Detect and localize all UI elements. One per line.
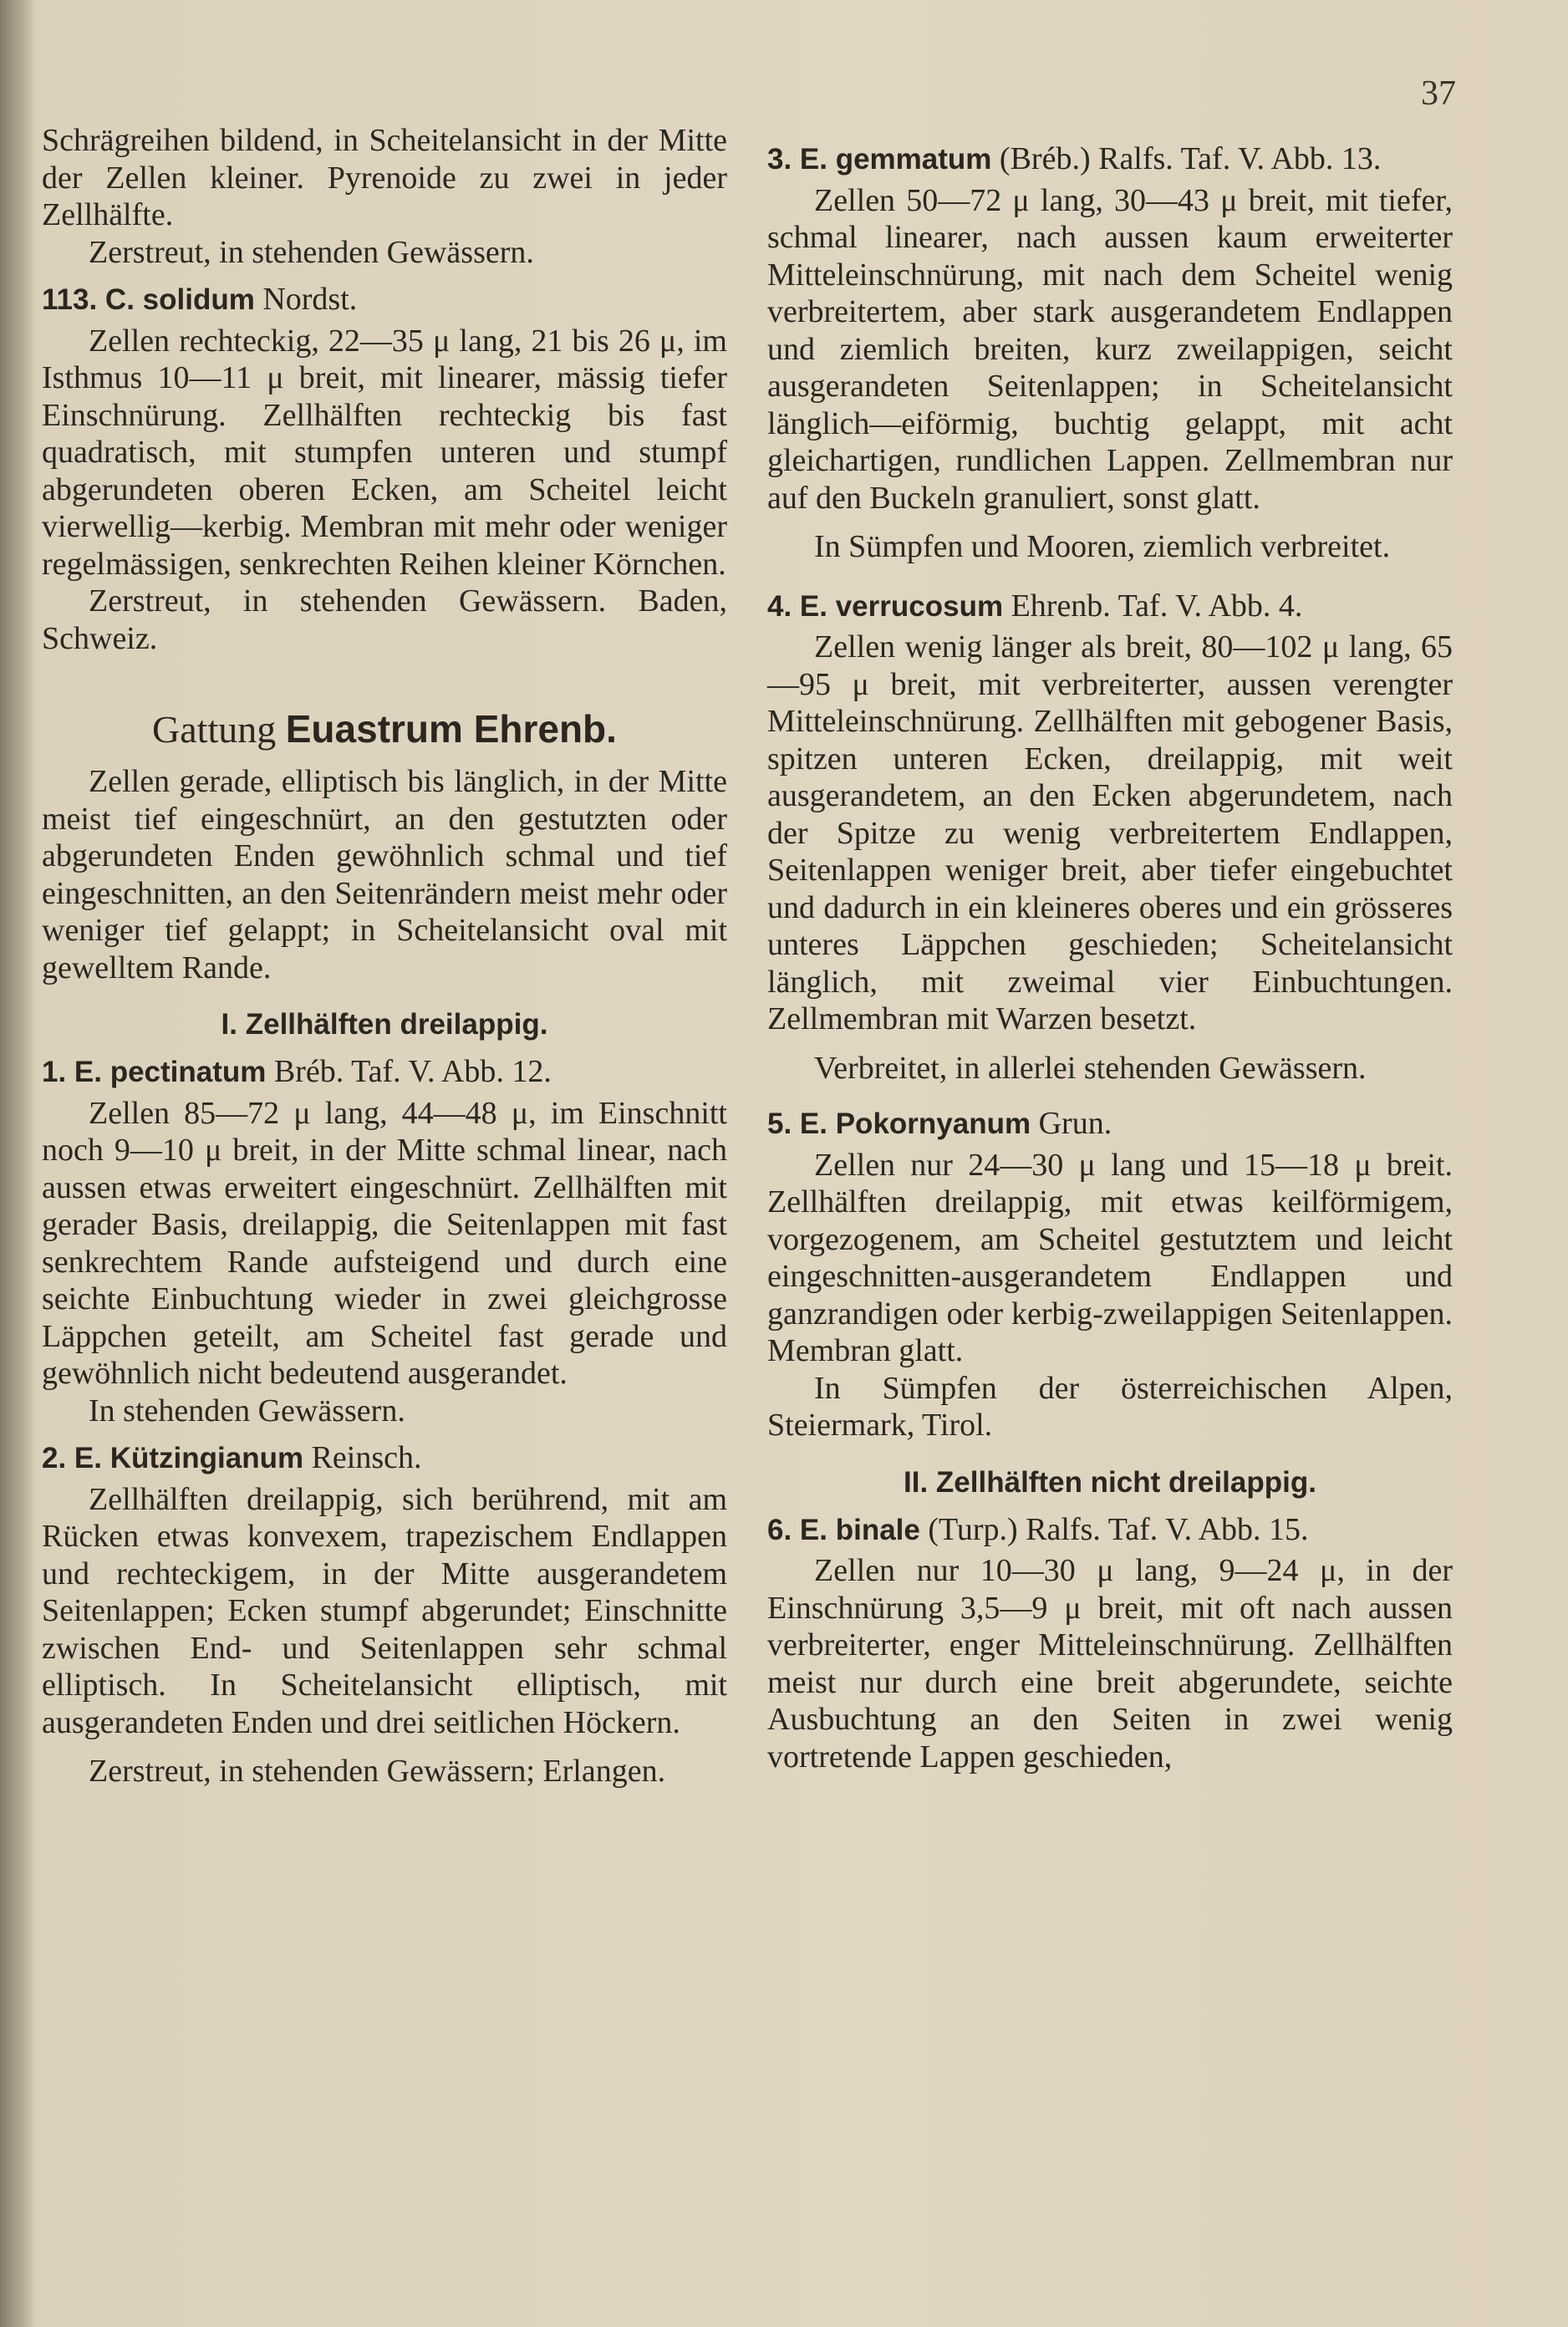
section-heading: I. Zellhälften dreilappig. bbox=[221, 1008, 548, 1041]
species-description: Zellen 50—72 μ lang, 30—43 μ breit, mit tiefer, schmal linearer, nach aussen kaum erweiterter Mitteleinschnürung, mit nach dem Scheitel wenig verbreitertem, aber stark ausgerandetem Endlappen und ziemlich breiten, kurz zweilappigen, seicht ausgerandeten Seitenlappen; in Scheitelansicht länglich—eiförmig, buchtig gelappt, mit acht gleichartigen, rundlichen Lappen. Zellmembran nur auf den Buckeln granuliert, sonst glatt. bbox=[767, 182, 1453, 516]
species-habitat: In stehenden Gewässern. bbox=[89, 1393, 405, 1428]
species-heading-4 bbox=[767, 588, 1453, 626]
species-name: E. binale bbox=[799, 1513, 920, 1546]
species-author: Grun. bbox=[1031, 1106, 1112, 1141]
species-author: Bréb. Taf. V. Abb. 12. bbox=[266, 1054, 552, 1089]
genus-prefix: Gattung bbox=[152, 708, 286, 751]
species-number: 113. bbox=[42, 283, 105, 316]
species-name: E. gemmatum bbox=[799, 143, 992, 176]
species-description: Zellen nur 10—30 μ lang, 9—24 μ, in der Einschnürung 3,5—9 μ breit, mit oft nach aussen verbreiterter, enger Mitteleinschnürung. Zellhälften meist nur durch eine breit abgerundete, seichte Ausbuchtung an den Seiten in zwei wenig vortretende Lappen geschieden, bbox=[767, 1553, 1453, 1775]
species-author: (Bréb.) Ralfs. Taf. V. Abb. 13. bbox=[991, 141, 1382, 176]
page-number: 37 bbox=[1421, 74, 1456, 113]
species-habitat: Zerstreut, in stehenden Gewässern. Baden, Schweiz. bbox=[42, 583, 727, 656]
species-number: 2. bbox=[42, 1442, 74, 1474]
genus-description: Zellen gerade, elliptisch bis länglich, in der Mitte meist tief eingeschnürt, an den gestutzten oder abgerundeten Enden gewöhnlich schmal und tief eingeschnitten, an den Seitenrändern meist mehr oder weniger tief gelappt; in Scheitelansicht oval mit gewelltem Rande. bbox=[42, 764, 727, 985]
species-name: C. solidum bbox=[104, 283, 255, 316]
left-column bbox=[42, 122, 727, 1790]
intro-habitat: Zerstreut, in stehenden Gewässern. bbox=[89, 234, 534, 270]
species-description: Zellen wenig länger als breit, 80—102 μ lang, 65—95 μ breit, mit verbreiterter, aussen verengter Mitteleinschnürung. Zellhälften mit gebogener Basis, spitzen unteren Ecken, dreilappig, mit weit ausgerandetem, an den Ecken abgerundetem, nach der Spitze zu wenig verbreitertem Endlappen, Seitenlappen weniger breit, aber tiefer eingebuchtet und dadurch in ein kleineres oberes und ein grösseres unteres Läppchen geschieden; Scheitelansicht länglich, mit zweimal vier Einbuchtungen. Zellmembran mit Warzen besetzt. bbox=[767, 629, 1453, 1036]
species-name: E. pectinatum bbox=[74, 1056, 267, 1088]
species-name: E. Pokornyanum bbox=[799, 1107, 1031, 1140]
adjacent-page-edge bbox=[0, 0, 33, 2327]
species-heading-6 bbox=[767, 1511, 1453, 1550]
species-description: Zellen 85—72 μ lang, 44—48 μ, im Einschnitt noch 9—10 μ breit, in der Mitte schmal linear, nach aussen etwas erweitert eingeschnürt. Zellhälften mit gerader Basis, dreilappig, die Seitenlappen mit fast senkrechtem Rande aufsteigend und durch eine seichte Einbuchtung wieder in zwei gleichgrosse Läppchen geteilt, am Scheitel fast gerade und gewöhnlich nicht bedeutend ausgerandet. bbox=[42, 1095, 727, 1391]
species-author: Ehrenb. Taf. V. Abb. 4. bbox=[1003, 588, 1303, 624]
genus-name: Euastrum Ehrenb. bbox=[285, 707, 617, 751]
species-habitat: Verbreitet, in allerlei stehenden Gewässern. bbox=[814, 1050, 1367, 1086]
right-column bbox=[767, 122, 1453, 1775]
species-name: E. Kützingianum bbox=[74, 1442, 304, 1474]
species-author: (Turp.) Ralfs. Taf. V. Abb. 15. bbox=[919, 1511, 1309, 1547]
species-description: Zellhälften dreilappig, sich berührend, mit am Rücken etwas konvexem, trapezischem Endlappen und rechteckigem, in der Mitte ausgerandetem Seitenlappen; Ecken stumpf abgerundet; Einschnitte zwischen End- und Seitenlappen sehr schmal elliptisch. In Scheitelansicht elliptisch, mit ausgerandeten Enden und drei seitlichen Höckern. bbox=[42, 1481, 727, 1740]
species-author: Nordst. bbox=[254, 282, 358, 317]
species-author: Reinsch. bbox=[303, 1440, 422, 1475]
species-habitat: In Sümpfen der österreichischen Alpen, Steiermark, Tirol. bbox=[767, 1370, 1453, 1443]
species-description: Zellen rechteckig, 22—35 μ lang, 21 bis 26 μ, im Isthmus 10—11 μ breit, mit linearer, mässig tiefer Einschnürung. Zellhälften rechteckig bis fast quadratisch, mit stumpfen unteren und stumpf abgerundeten oberen Ecken, am Scheitel leicht vierwellig—kerbig. Membran mit mehr oder weniger regelmässigen, senkrechten Reihen kleiner Körnchen. bbox=[42, 323, 727, 582]
species-heading-3 bbox=[767, 140, 1453, 179]
species-number: 4. bbox=[767, 589, 800, 623]
species-heading-113 bbox=[42, 281, 727, 319]
species-name: E. verrucosum bbox=[799, 589, 1004, 623]
species-number: 6. bbox=[767, 1513, 800, 1546]
species-heading-1 bbox=[42, 1053, 727, 1092]
species-habitat: Zerstreut, in stehenden Gewässern; Erlangen. bbox=[89, 1754, 666, 1789]
species-number: 3. bbox=[767, 143, 800, 176]
species-habitat: In Sümpfen und Mooren, ziemlich verbreitet. bbox=[814, 529, 1391, 564]
genus-heading bbox=[42, 705, 727, 753]
species-number: 1. bbox=[42, 1056, 74, 1088]
intro-paragraph: Schrägreihen bildend, in Scheitelansicht in der Mitte der Zellen kleiner. Pyrenoide zu zwei in jeder Zellhälfte. bbox=[42, 123, 727, 232]
species-description: Zellen nur 24—30 μ lang und 15—18 μ breit. Zellhälften dreilappig, mit etwas keilförmigem, vorgezogenem, am Scheitel gestutztem und leicht eingeschnitten-ausgerandetem Endlappen und ganzrandigen oder kerbig-zweilappigen Seitenlappen. Membran glatt. bbox=[767, 1147, 1453, 1368]
species-heading-2 bbox=[42, 1439, 727, 1478]
section-heading: II. Zellhälften nicht dreilappig. bbox=[904, 1465, 1316, 1499]
species-number: 5. bbox=[767, 1107, 800, 1140]
species-heading-5 bbox=[767, 1105, 1453, 1143]
